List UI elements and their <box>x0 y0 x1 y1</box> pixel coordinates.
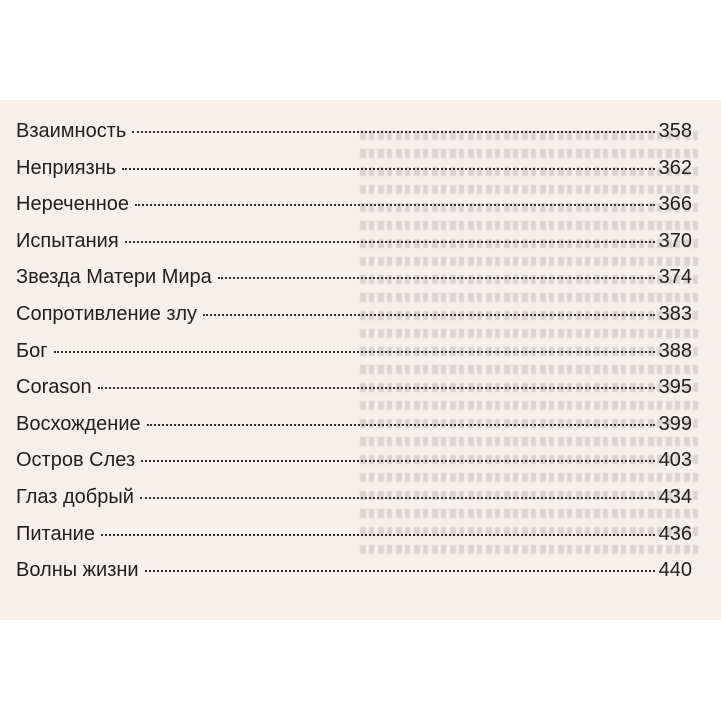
dot-leader <box>218 277 655 279</box>
toc-entry-title: Испытания <box>16 229 119 252</box>
toc-entry-page-number: 399 <box>658 412 692 435</box>
toc-entry <box>16 120 692 157</box>
toc-entry-page-number: 374 <box>658 266 692 289</box>
toc-entry-page-number: 440 <box>658 559 692 582</box>
toc-entry-page-number: 436 <box>658 522 692 545</box>
dot-leader <box>101 534 655 536</box>
toc-entry <box>16 559 692 596</box>
toc-entry-page-number: 383 <box>658 302 692 325</box>
toc-entry <box>16 376 692 413</box>
toc-entry-page-number: 388 <box>658 339 692 362</box>
book-page <box>0 100 721 620</box>
toc-entry <box>16 157 692 194</box>
dot-leader <box>135 204 655 206</box>
toc-entry-title: Остров Слез <box>16 449 136 472</box>
dot-leader <box>98 387 655 389</box>
toc-entry <box>16 449 692 486</box>
toc-entry-title: Нереченное <box>16 193 130 216</box>
dot-leader <box>125 241 655 243</box>
dot-leader <box>145 570 655 572</box>
toc-entry-page-number: 366 <box>658 193 692 216</box>
toc-entry-title: Питание <box>16 522 95 545</box>
toc-entry-title: Звезда Матери Мира <box>16 266 212 289</box>
toc-entry-title: Сопротивление злу <box>16 302 198 325</box>
dot-leader <box>54 351 655 353</box>
toc-entry <box>16 340 692 377</box>
table-of-contents <box>16 120 692 596</box>
toc-entry-page-number: 403 <box>658 449 692 472</box>
toc-entry <box>16 523 692 560</box>
toc-entry <box>16 303 692 340</box>
toc-entry <box>16 230 692 267</box>
toc-entry <box>16 413 692 450</box>
dot-leader <box>132 131 654 133</box>
toc-entry-page-number: 434 <box>658 485 692 508</box>
toc-entry-title: Волны жизни <box>16 559 139 582</box>
toc-entry-page-number: 358 <box>658 120 692 142</box>
toc-entry-title: Глаз добрый <box>16 485 134 508</box>
toc-entry <box>16 486 692 523</box>
toc-entry-title: Взаимность <box>16 120 127 142</box>
toc-entry <box>16 266 692 303</box>
toc-entry <box>16 193 692 230</box>
dot-leader <box>203 314 655 316</box>
toc-entry-page-number: 362 <box>658 156 692 179</box>
dot-leader <box>140 497 655 499</box>
toc-entry-page-number: 370 <box>658 229 692 252</box>
toc-entry-title: Бог <box>16 339 48 362</box>
toc-entry-page-number: 395 <box>658 376 692 399</box>
toc-entry-title: Corason <box>16 376 92 399</box>
toc-entry-title: Неприязнь <box>16 156 117 179</box>
toc-entry-title: Восхождение <box>16 412 141 435</box>
dot-leader <box>122 168 654 170</box>
dot-leader <box>141 460 655 462</box>
dot-leader <box>147 424 655 426</box>
